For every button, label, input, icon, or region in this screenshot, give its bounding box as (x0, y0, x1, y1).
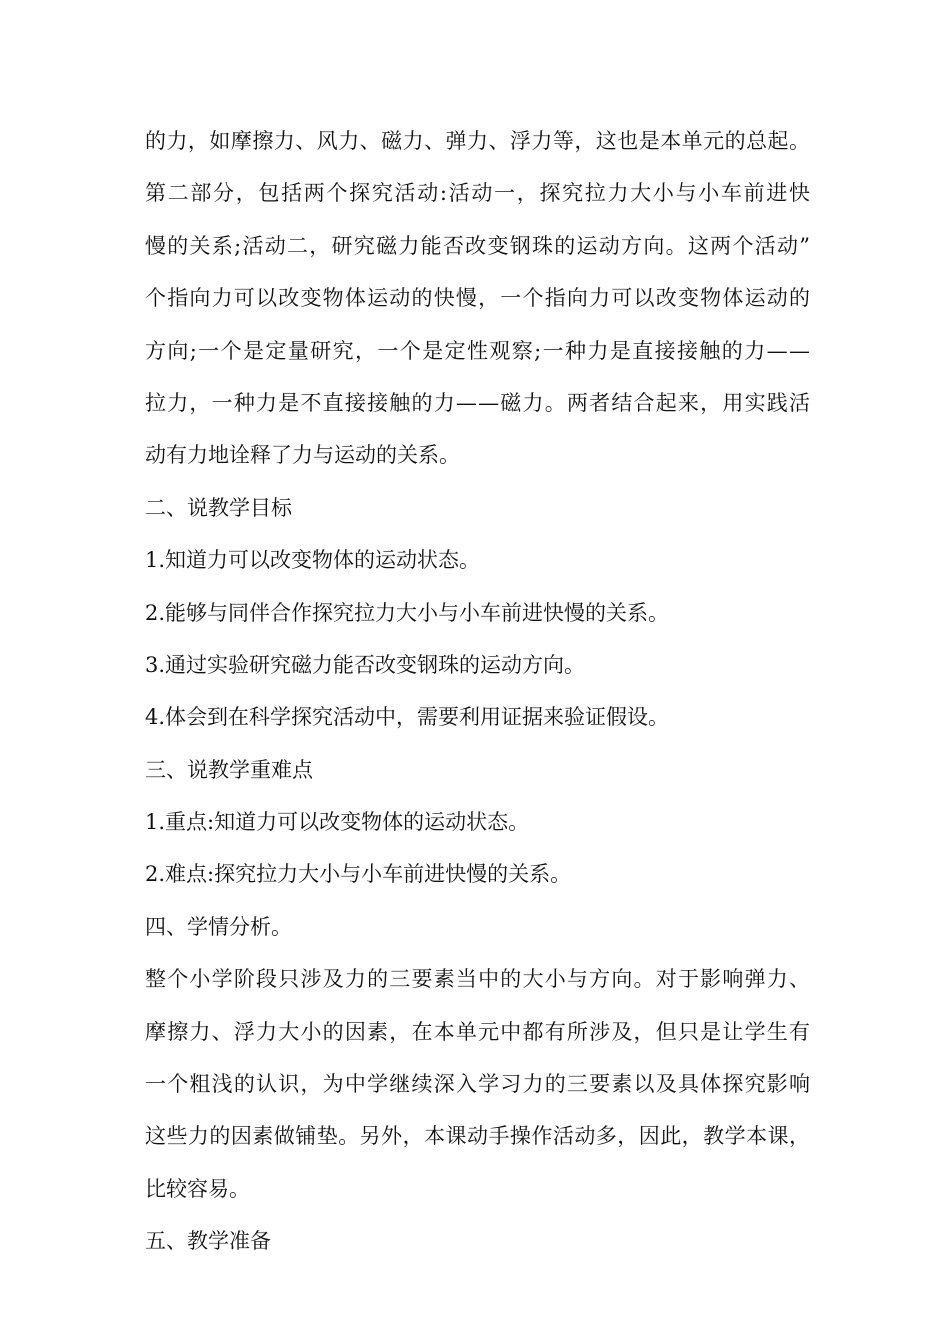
list-item: 2.能够与同伴合作探究拉力大小与小车前进快慢的关系。 (145, 600, 670, 625)
list-item: 2.难点:探究拉力大小与小车前进快慢的关系。 (145, 862, 572, 887)
document-body (145, 115, 810, 1268)
text-line: 比较容易。 (145, 1176, 250, 1201)
text-line: 这些力的因素做铺垫。另外，本课动手操作活动多，因此，教学本课， (145, 1124, 811, 1149)
list-item: 1.知道力可以改变物体的运动状态。 (145, 548, 481, 573)
text-line: 方向;一个是定量研究，一个是定性观察;一种力是直接接触的力—— (145, 338, 812, 363)
text-line: 整个小学阶段只涉及力的三要素当中的大小与方向。对于影响弹力、 (145, 967, 812, 992)
section-heading: 二、说教学目标 (145, 495, 292, 520)
text-line: 摩擦力、浮力大小的因素，在本单元中都有所涉及，但只是让学生有 (145, 1019, 812, 1044)
list-item: 4.体会到在科学探究活动中，需要利用证据来验证假设。 (145, 705, 670, 730)
text-line: 的力，如摩擦力、风力、磁力、弹力、浮力等，这也是本单元的总起。 (145, 129, 811, 153)
text-line: 慢的关系;活动二，研究磁力能否改变钢珠的运动方向。这两个活动” (145, 233, 812, 258)
text-line: 拉力，一种力是不直接接触的力——磁力。两者结合起来，用实践活 (145, 390, 812, 415)
text-line: 第二部分，包括两个探究活动:活动一，探究拉力大小与小车前进快 (145, 181, 812, 206)
section-heading: 五、教学准备 (145, 1229, 271, 1254)
section-heading: 四、学情分析。 (145, 914, 292, 939)
text-line: 一个粗浅的认识，为中学继续深入学习力的三要素以及具体探究影响 (145, 1072, 812, 1097)
text-line: 动有力地诠释了力与运动的关系。 (145, 443, 460, 468)
section-heading: 三、说教学重难点 (145, 757, 313, 782)
list-item: 3.通过实验研究磁力能否改变钢珠的运动方向。 (145, 652, 586, 677)
text-line: 个指向力可以改变物体运动的快慢，一个指向力可以改变物体运动的 (145, 286, 812, 311)
list-item: 1.重点:知道力可以改变物体的运动状态。 (145, 810, 530, 835)
